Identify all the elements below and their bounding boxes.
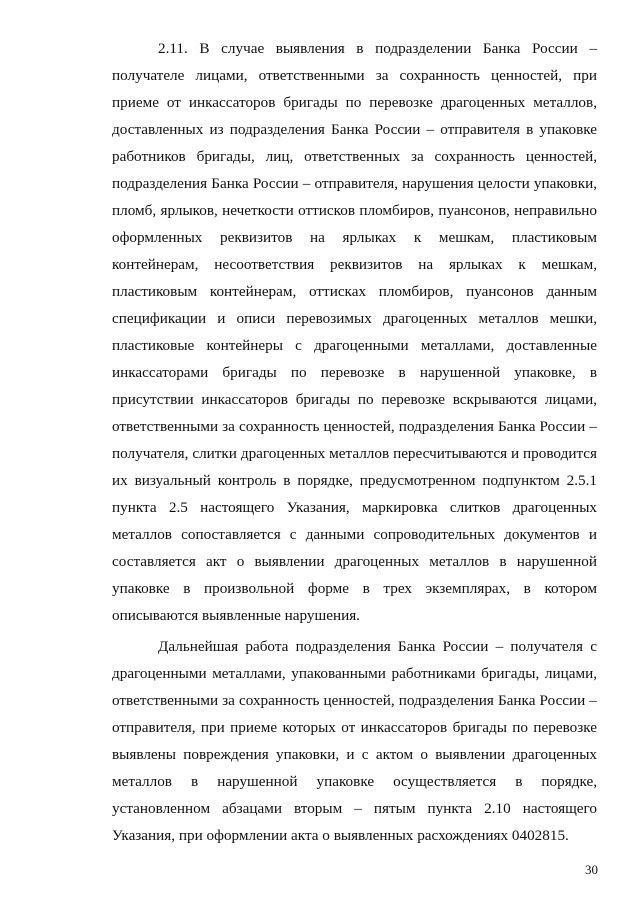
paragraph-line: ответственными за сохранность ценностей, подразделения Банка России – xyxy=(112,418,597,435)
paragraph-line: Указания, при оформлении акта о выявленных расхождениях 0402815. xyxy=(112,827,569,844)
paragraph-line: описываются выявленные нарушения. xyxy=(112,607,360,624)
paragraph-line: инкассаторами бригады по перевозке в нарушенной упаковке, в xyxy=(112,364,597,381)
paragraph-line: драгоценными металлами, упакованными работниками бригады, лицами, xyxy=(112,665,597,682)
paragraph-line: ответственными за сохранность ценностей, подразделения Банка России – xyxy=(112,692,597,709)
paragraph-line: получателе лицами, ответственными за сохранность ценностей, при xyxy=(112,67,597,84)
page-number: 30 xyxy=(585,862,598,877)
paragraph-line: 2.11. В случае выявления в подразделении Банка России – xyxy=(158,40,597,57)
paragraph-line: пластиковые контейнеры с драгоценными металлами, доставленные xyxy=(112,337,597,354)
paragraph-line: получателя, слитки драгоценных металлов пересчитываются и проводится xyxy=(112,445,597,462)
paragraph-line: установленном абзацами вторым – пятым пункта 2.10 настоящего xyxy=(112,800,597,817)
paragraph-line: металлов в нарушенной упаковке осуществляется в порядке, xyxy=(112,773,597,790)
paragraph-line: Дальнейшая работа подразделения Банка России – получателя с xyxy=(158,638,597,655)
paragraph-line: оформленных реквизитов на ярлыках к мешкам, пластиковым xyxy=(112,229,597,246)
paragraph-line: контейнерам, несоответствия реквизитов на ярлыках к мешкам, xyxy=(112,256,597,273)
paragraph-line: упаковке в произвольной форме в трех экземплярах, в котором xyxy=(112,580,597,597)
paragraph-line: доставленных из подразделения Банка России – отправителя в упаковке xyxy=(112,121,597,138)
paragraph-line: подразделения Банка России – отправителя, нарушения целости упаковки, xyxy=(112,175,597,192)
paragraph-line: приеме от инкассаторов бригады по перевозке драгоценных металлов, xyxy=(112,94,597,111)
paragraph-line: работников бригады, лиц, ответственных за сохранность ценностей, xyxy=(112,148,597,165)
paragraph-line: отправителя, при приеме которых от инкассаторов бригады по перевозке xyxy=(112,719,597,736)
paragraph-line: пункта 2.5 настоящего Указания, маркировка слитков драгоценных xyxy=(112,499,597,516)
paragraph-line: присутствии инкассаторов бригады по перевозке вскрываются лицами, xyxy=(112,391,597,408)
paragraph-line: спецификации и описи перевозимых драгоценных металлов мешки, xyxy=(112,310,597,327)
paragraph-line: составляется акт о выявлении драгоценных металлов в нарушенной xyxy=(112,553,597,570)
paragraph-line: их визуальный контроль в порядке, предусмотренном подпунктом 2.5.1 xyxy=(112,472,597,489)
paragraph-line: выявлены повреждения упаковки, и с актом о выявлении драгоценных xyxy=(112,746,597,763)
paragraph-line: металлов сопоставляется с данными сопроводительных документов и xyxy=(112,526,597,543)
paragraph-line: пломб, ярлыков, нечеткости оттисков пломбиров, пуансонов, неправильно xyxy=(112,202,597,219)
paragraph-line: пластиковым контейнерам, оттисках пломбиров, пуансонов данным xyxy=(112,283,597,300)
